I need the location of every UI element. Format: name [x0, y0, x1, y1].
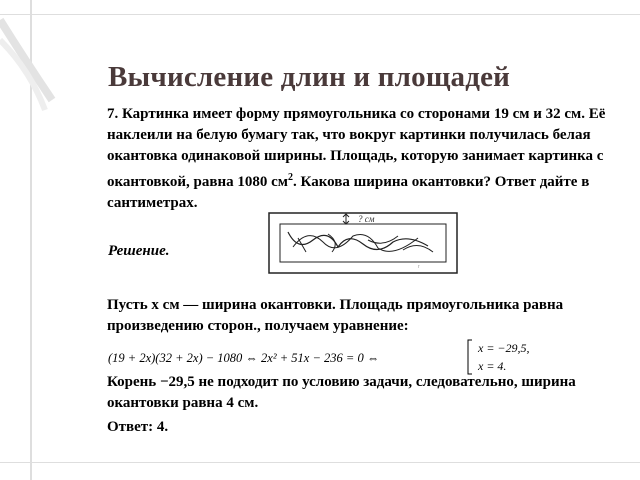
frame-corner-decoration: [0, 0, 60, 120]
frame-line-bottom: [0, 462, 640, 463]
conclusion-paragraph: Корень −29,5 не подходит по условию задачи, следовательно, ширина окантовки равна 4 см.: [107, 374, 576, 411]
equation-root-2: x = 4.: [478, 359, 507, 373]
svg-text:r: r: [418, 264, 420, 270]
figure-caption: ? см: [358, 214, 375, 224]
problem-statement: [107, 104, 607, 214]
equation-root-1: x = −29,5,: [478, 341, 530, 355]
equation: [108, 338, 568, 376]
page-title: Вычисление длин и площадей: [108, 61, 511, 94]
answer-text: Ответ: 4.: [107, 419, 169, 435]
problem-superscript: 2: [288, 172, 294, 183]
equation-left: (19 + 2x)(32 + 2x) − 1080 ⇔ 2x² + 51x − 236 = 0 ⇔: [108, 351, 380, 365]
problem-text: 7. Картинка имеет форму прямоугольника со сторонами 19 см и 32 см. Её наклеили на белую бумагу так, что вокруг картинки получилась белая окантовка одинаковой ширины. Площадь, которую занимает картинка с окантовкой, равна 1080 см: [107, 106, 606, 190]
solution-paragraph: Пусть x см — ширина окантовки. Площадь прямоугольника равна произведению сторон., получаем уравнение:: [107, 297, 564, 334]
frame-line-top: [0, 14, 640, 15]
problem-text-after: . Какова ширина окантовки? Ответ дайте в сантиметрах.: [107, 174, 590, 211]
solution-label: Решение.: [108, 243, 170, 259]
